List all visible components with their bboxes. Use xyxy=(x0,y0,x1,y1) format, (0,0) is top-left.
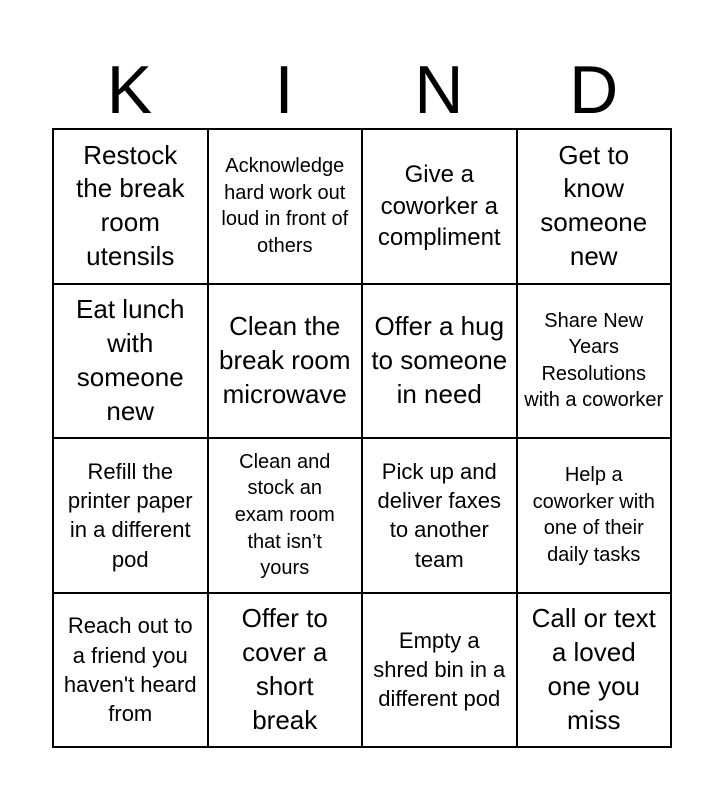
bingo-cell-text: Offer a hug to someone in need xyxy=(371,311,508,409)
header-letter-n: N xyxy=(414,52,464,128)
bingo-cell[interactable] xyxy=(54,285,209,440)
bingo-cell-text: Pick up and deliver faxes to another team xyxy=(377,458,501,572)
bingo-header xyxy=(52,52,671,128)
bingo-cell[interactable] xyxy=(518,285,673,440)
bingo-cell[interactable] xyxy=(209,285,364,440)
header-letter-k: K xyxy=(106,52,153,128)
bingo-cell-text: Share New Years Resolutions with a coworker xyxy=(524,309,664,412)
bingo-cell-text: Call or text a loved one you miss xyxy=(531,603,656,735)
bingo-cell-text: Restock the break room utensils xyxy=(76,139,185,272)
bingo-cell[interactable] xyxy=(54,439,209,594)
header-letter-d: D xyxy=(569,52,619,128)
bingo-cell-text: Acknowledge hard work out loud in front of others xyxy=(221,155,349,257)
bingo-cell-text: Offer to cover a short break xyxy=(241,603,328,735)
bingo-cell[interactable] xyxy=(54,594,209,749)
bingo-cell-text: Refill the printer paper in a different pod xyxy=(67,458,193,572)
bingo-cell[interactable] xyxy=(54,130,209,285)
bingo-board xyxy=(52,128,672,748)
bingo-cell-text: Clean and stock an exam room that isn’t yours xyxy=(234,450,335,580)
bingo-cell[interactable] xyxy=(518,130,673,285)
bingo-cell-text: Eat lunch with someone new xyxy=(76,294,185,426)
bingo-cell-text: Clean the break room microwave xyxy=(219,311,351,409)
bingo-cell[interactable] xyxy=(209,439,364,594)
bingo-cell[interactable] xyxy=(363,594,518,749)
bingo-cell[interactable] xyxy=(363,285,518,440)
bingo-cell-text: Reach out to a friend you haven't heard from xyxy=(63,613,197,726)
bingo-cell-text: Give a coworker a compliment xyxy=(377,161,501,251)
bingo-cell[interactable] xyxy=(363,439,518,594)
bingo-cell[interactable] xyxy=(518,439,673,594)
bingo-cell-text: Help a coworker with one of their daily tasks xyxy=(532,464,655,566)
bingo-cell-text: Empty a shred bin in a different pod xyxy=(373,627,506,712)
bingo-cell[interactable] xyxy=(209,594,364,749)
bingo-cell[interactable] xyxy=(518,594,673,749)
bingo-cell-text: Get to know someone new xyxy=(540,139,648,272)
header-letter-i: I xyxy=(274,52,294,128)
bingo-cell[interactable] xyxy=(209,130,364,285)
bingo-cell[interactable] xyxy=(363,130,518,285)
